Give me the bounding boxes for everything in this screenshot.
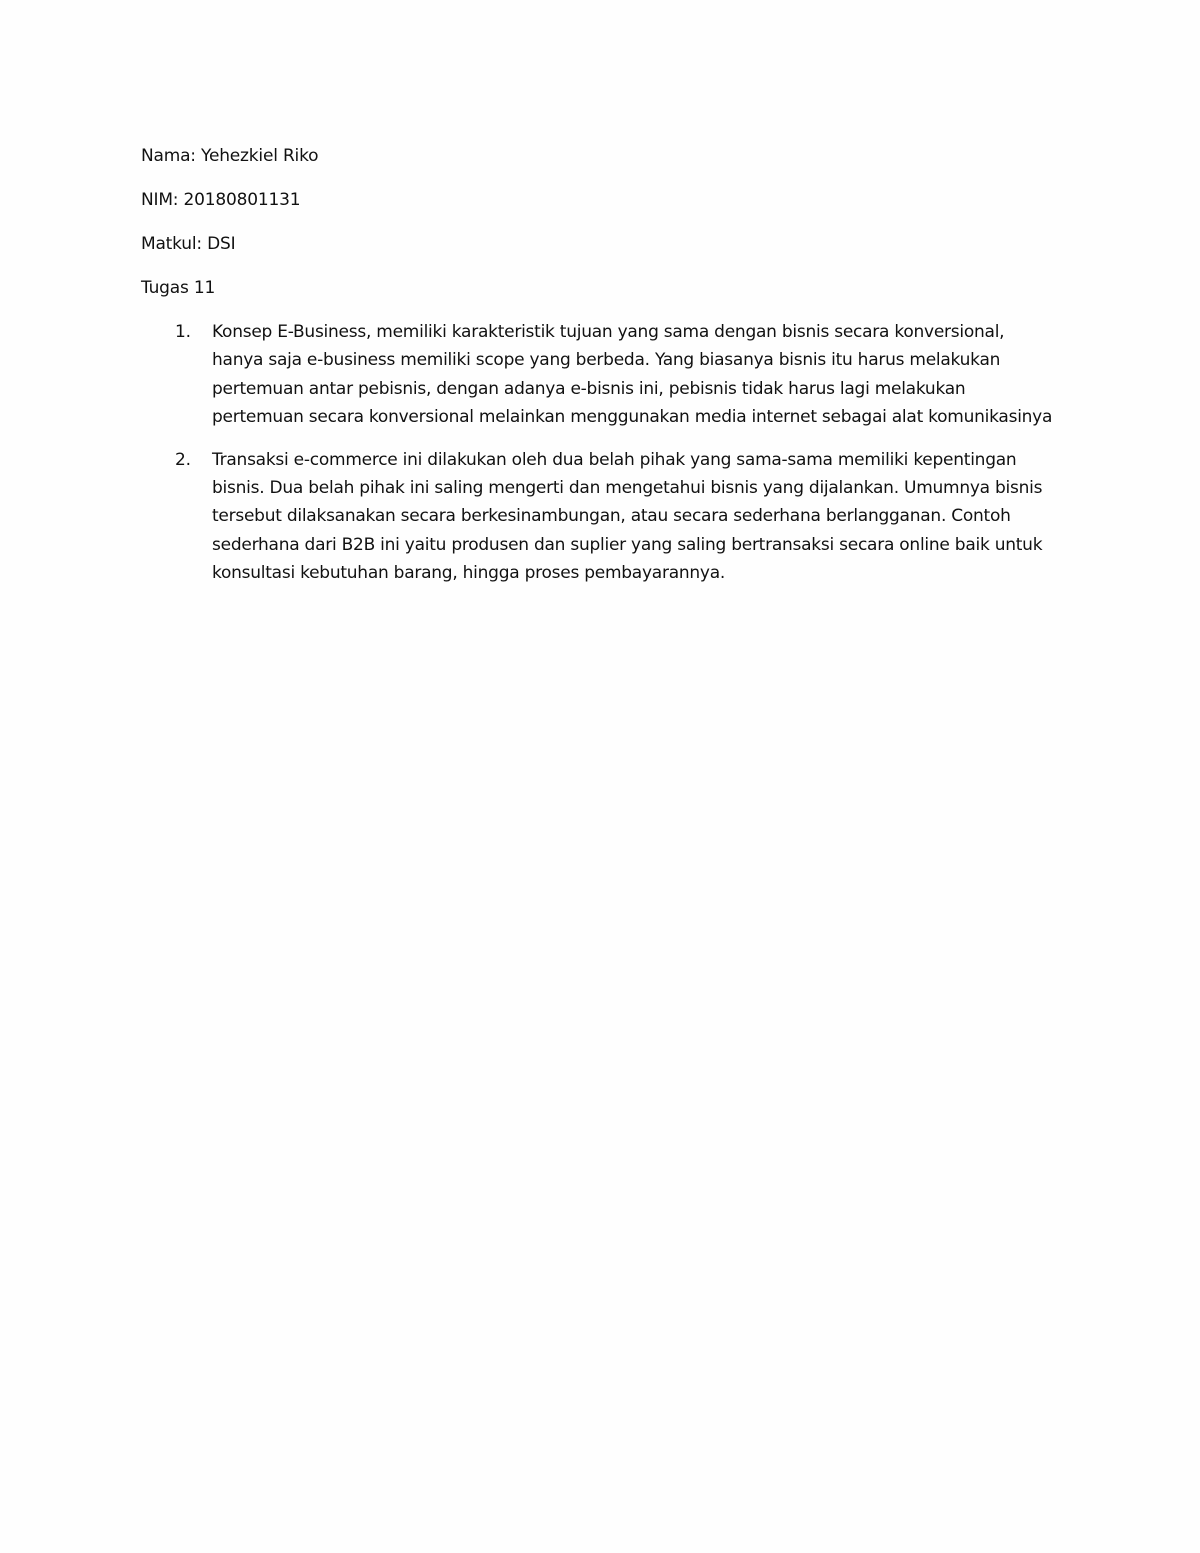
student-name: Nama: Yehezkiel Riko: [141, 146, 319, 166]
answer-number: 1.: [175, 322, 191, 342]
answer-text: Konsep E-Business, memiliki karakteristik tujuan yang sama dengan bisnis secara konversional, hanya saja e-business memiliki scope yang berbeda. Yang biasanya bisnis itu harus melakukan pertemuan antar pebisnis, dengan adanya e-bisnis ini, pebisnis tidak harus lagi melakukan pertemuan secara konversional melainkan menggunakan media internet sebagai alat komunikasinya: [212, 322, 1053, 428]
answer-item: [141, 446, 1060, 588]
student-nim: NIM: 20180801131: [141, 190, 301, 210]
answer-item: [141, 318, 1060, 432]
assignment-title: Tugas 11: [141, 278, 216, 298]
answer-text: Transaksi e-commerce ini dilakukan oleh dua belah pihak yang sama-sama memiliki kepentingan bisnis. Dua belah pihak ini saling mengerti dan mengetahui bisnis yang dijalankan. Umumnya bisnis tersebut dilaksanakan secara berkesinambungan, atau secara sederhana berlangganan. Contoh sederhana dari B2B ini yaitu produsen dan suplier yang saling bertransaksi secara online baik untuk konsultasi kebutuhan barang, hingga proses pembayarannya.: [212, 449, 1043, 584]
course-name: Matkul: DSI: [141, 234, 236, 254]
answer-number: 2.: [175, 449, 191, 470]
answer-list: [141, 318, 1060, 588]
